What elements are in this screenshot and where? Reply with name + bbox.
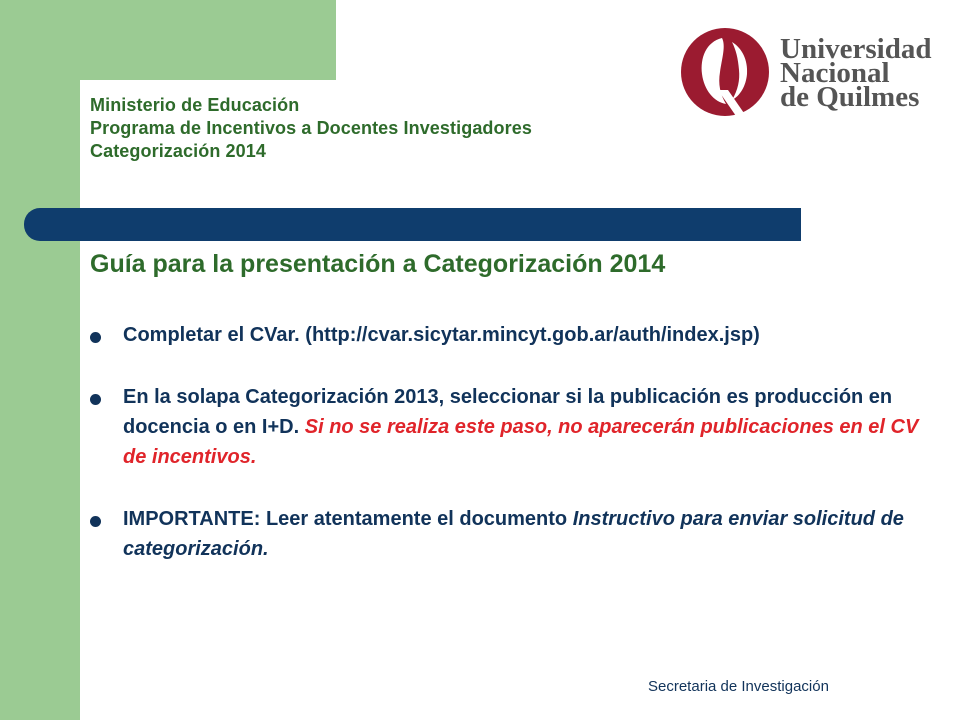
header-categorization: Categorización 2014: [90, 141, 266, 161]
unq-logo: [676, 20, 950, 124]
logo-line-1: Universidad: [780, 33, 932, 65]
bullet-list: [90, 320, 940, 564]
bullet-dot-icon: [90, 516, 101, 527]
bullet-text: Completar el CVar. (http://cvar.sicytar.mincyt.gob.ar/auth/index.jsp): [123, 324, 760, 346]
footer-secretaria: Secretaria de Investigación: [648, 678, 829, 695]
bullet-text: IMPORTANTE: Leer atentamente el documento: [123, 508, 568, 530]
bullet-warning: Si no se realiza este paso, no aparecerán publicaciones en el CV de incentivos.: [123, 416, 919, 468]
title-divider-bar: [24, 208, 801, 241]
header-block: [90, 94, 532, 163]
green-side-panel: [0, 0, 80, 720]
bullet-item-cvar: [90, 320, 940, 350]
bullet-item-importante: [90, 504, 940, 564]
bullet-document-name: Instructivo para enviar solicitud de categorización.: [123, 508, 904, 560]
header-ministry: Ministerio de Educación: [90, 95, 300, 115]
slide-title: Guía para la presentación a Categorización 2014: [90, 250, 666, 278]
unq-q-mark-icon: [681, 28, 769, 116]
green-top-panel: [80, 0, 336, 80]
bullet-text: En la solapa Categorización 2013, seleccionar si la publicación es producción en docencia o en I+D.: [123, 386, 893, 438]
header-program: Programa de Incentivos a Docentes Investigadores: [90, 118, 532, 138]
bullet-item-solapa: [90, 382, 940, 472]
bullet-dot-icon: [90, 332, 101, 343]
logo-line-2: Nacional: [780, 57, 890, 89]
logo-line-3: de Quilmes: [780, 81, 920, 113]
bullet-dot-icon: [90, 394, 101, 405]
